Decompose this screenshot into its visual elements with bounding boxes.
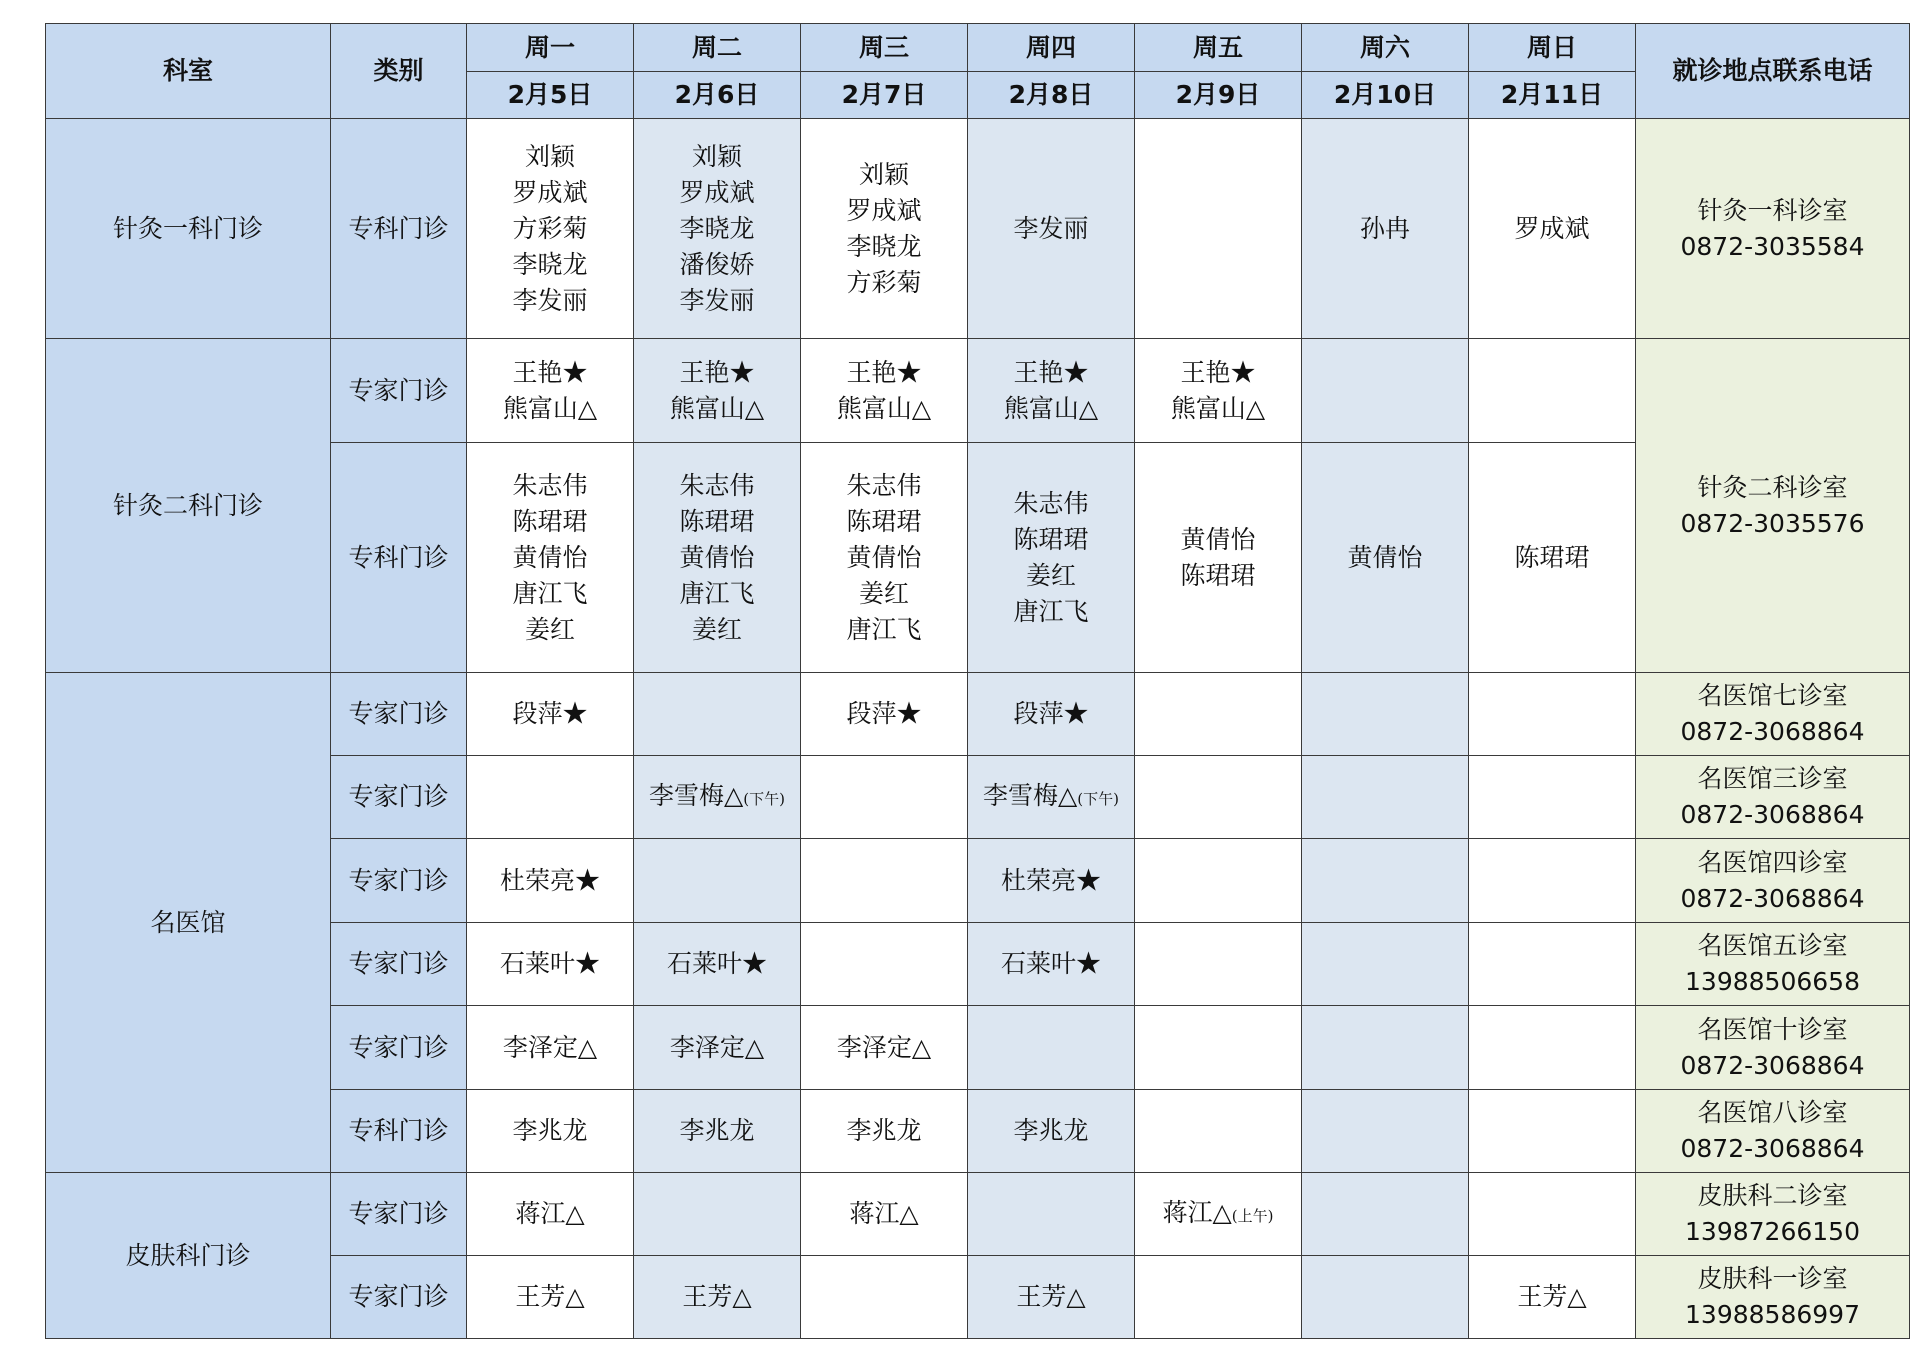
clinic-type-cell: 专家门诊 xyxy=(331,756,467,839)
doctor-cell xyxy=(467,1256,634,1339)
doctor-name: 李泽定△ xyxy=(502,1032,598,1062)
dept-cell: 针灸二科门诊 xyxy=(46,339,331,673)
doctor-name: 杜荣亮★ xyxy=(499,865,600,895)
doctor-name: 李兆龙 xyxy=(846,1116,922,1145)
doctor-cell xyxy=(1302,923,1469,1006)
location-cell xyxy=(1636,923,1910,1006)
phone-number: 0872-3068864 xyxy=(1680,800,1865,829)
doctor-cell xyxy=(634,339,801,443)
doctor-cell xyxy=(1135,443,1302,673)
doctor-cell xyxy=(801,756,968,839)
doctor-name: 王艳★ xyxy=(679,357,755,387)
doctor-name: 刘颖 xyxy=(524,141,575,171)
doctor-cell xyxy=(968,839,1135,923)
doctor-name: 王艳★ xyxy=(1180,357,1256,387)
doctor-cell xyxy=(467,339,634,443)
location-cell xyxy=(1636,839,1910,923)
header-date: 2月8日 xyxy=(968,72,1135,119)
location-cell xyxy=(1636,756,1910,839)
doctor-cell xyxy=(634,1006,801,1090)
room-name: 皮肤科一诊室 xyxy=(1697,1264,1848,1293)
doctor-cell xyxy=(801,1256,968,1339)
doctor-cell xyxy=(467,839,634,923)
doctor-cell xyxy=(1469,839,1636,923)
doctor-cell xyxy=(968,1090,1135,1173)
header-date: 2月6日 xyxy=(634,72,801,119)
doctor-name: 李发丽 xyxy=(1013,213,1089,243)
doctor-name: 石莱叶★ xyxy=(499,949,600,978)
header-weekday: 周一 xyxy=(467,24,634,72)
doctor-name: 李晓龙 xyxy=(679,213,755,243)
clinic-type-cell: 专家门诊 xyxy=(331,839,467,923)
location-cell xyxy=(1636,1090,1910,1173)
dept-cell: 皮肤科门诊 xyxy=(46,1173,331,1339)
doctor-cell xyxy=(968,119,1135,339)
doctor-name: 黄倩怡 xyxy=(679,542,755,572)
doctor-name: 李兆龙 xyxy=(512,1116,588,1145)
doctor-name: 李泽定△ xyxy=(669,1032,765,1062)
doctor-cell xyxy=(634,119,801,339)
doctor-name: 唐江飞 xyxy=(512,578,588,608)
doctor-cell xyxy=(1302,119,1469,339)
doctor-cell xyxy=(968,443,1135,673)
room-name: 针灸二科诊室 xyxy=(1697,472,1848,502)
doctor-name: 王芳△ xyxy=(1517,1282,1587,1311)
doctor-name: 孙冉 xyxy=(1359,213,1410,243)
doctor-name: 刘颖 xyxy=(858,159,909,189)
doctor-cell xyxy=(1135,1173,1302,1256)
doctor-cell xyxy=(801,839,968,923)
doctor-cell xyxy=(1302,673,1469,756)
doctor-name: 姜红 xyxy=(691,614,742,644)
phone-number: 0872-3068864 xyxy=(1680,1050,1865,1080)
doctor-name: 王芳△ xyxy=(1016,1282,1086,1311)
doctor-cell xyxy=(467,119,634,339)
doctor-cell xyxy=(1469,923,1636,1006)
doctor-name: 王艳★ xyxy=(1013,357,1089,387)
doctor-cell xyxy=(1135,1090,1302,1173)
doctor-cell xyxy=(634,1256,801,1339)
header-date: 2月9日 xyxy=(1135,72,1302,119)
clinic-type-cell: 专家门诊 xyxy=(331,1256,467,1339)
doctor-cell xyxy=(801,1090,968,1173)
doctor-name: 李泽定△ xyxy=(836,1032,932,1062)
doctor-cell xyxy=(801,1173,968,1256)
doctor-cell xyxy=(1135,756,1302,839)
room-name: 皮肤科二诊室 xyxy=(1697,1181,1848,1210)
doctor-name: 方彩菊 xyxy=(512,213,588,243)
doctor-name: 熊富山△ xyxy=(502,393,598,423)
doctor-cell xyxy=(634,673,801,756)
doctor-name: 黄倩怡 xyxy=(1347,542,1423,572)
doctor-name: 杜荣亮★ xyxy=(1000,865,1101,895)
clinic-type-cell: 专科门诊 xyxy=(331,1090,467,1173)
header-row-weekdays xyxy=(46,24,1910,72)
doctor-name: 方彩菊 xyxy=(846,267,922,297)
doctor-cell xyxy=(801,119,968,339)
location-cell xyxy=(1636,1006,1910,1090)
session-note: (上午) xyxy=(1231,1206,1274,1225)
doctor-cell xyxy=(1469,1006,1636,1090)
doctor-name: 唐江飞 xyxy=(679,578,755,608)
doctor-name: 朱志伟 xyxy=(846,470,922,500)
doctor-cell xyxy=(467,756,634,839)
header-weekday: 周三 xyxy=(801,24,968,72)
doctor-name: 陈珺珺 xyxy=(512,506,588,536)
doctor-name: 李晓龙 xyxy=(512,249,588,279)
doctor-cell xyxy=(1302,339,1469,443)
clinic-type-cell: 专科门诊 xyxy=(331,119,467,339)
header-date: 2月11日 xyxy=(1469,72,1636,119)
table-row xyxy=(46,119,1910,339)
doctor-name: 石莱叶★ xyxy=(1000,949,1101,978)
dept-cell: 名医馆 xyxy=(46,673,331,1173)
clinic-type-cell: 专家门诊 xyxy=(331,673,467,756)
room-name: 针灸一科诊室 xyxy=(1697,195,1848,225)
doctor-name: 刘颖 xyxy=(691,141,742,171)
doctor-cell xyxy=(1135,839,1302,923)
doctor-cell xyxy=(467,923,634,1006)
doctor-name: 朱志伟 xyxy=(512,470,588,500)
doctor-name: 蒋江△ xyxy=(849,1199,919,1228)
location-cell xyxy=(1636,119,1910,339)
doctor-cell xyxy=(1135,673,1302,756)
doctor-cell xyxy=(1302,756,1469,839)
location-cell xyxy=(1636,1173,1910,1256)
header-weekday: 周五 xyxy=(1135,24,1302,72)
doctor-name: 唐江飞 xyxy=(846,614,922,644)
doctor-cell xyxy=(1135,1256,1302,1339)
doctor-name: 李兆龙 xyxy=(679,1116,755,1145)
doctor-name: 姜红 xyxy=(858,578,909,608)
doctor-cell xyxy=(467,673,634,756)
room-name: 名医馆四诊室 xyxy=(1697,847,1848,877)
doctor-cell xyxy=(1469,339,1636,443)
doctor-name: 朱志伟 xyxy=(679,470,755,500)
table-row xyxy=(46,1173,1910,1256)
doctor-cell xyxy=(968,1256,1135,1339)
doctor-name: 罗成斌 xyxy=(512,177,588,207)
session-note: (下午) xyxy=(743,789,785,808)
doctor-name: 段萍★ xyxy=(1013,699,1089,728)
clinic-type-cell: 专家门诊 xyxy=(331,1006,467,1090)
doctor-cell xyxy=(634,1173,801,1256)
header-type: 类别 xyxy=(331,24,467,119)
doctor-name: 李晓龙 xyxy=(846,231,922,261)
doctor-cell xyxy=(1469,119,1636,339)
doctor-name: 王艳★ xyxy=(512,357,588,387)
location-cell xyxy=(1636,1256,1910,1339)
doctor-cell xyxy=(634,1090,801,1173)
doctor-name: 姜红 xyxy=(1025,560,1076,590)
doctor-name: 蒋江△ xyxy=(1162,1197,1232,1227)
doctor-name: 陈珺珺 xyxy=(846,506,922,536)
phone-number: 0872-3068864 xyxy=(1680,1134,1865,1163)
doctor-name: 熊富山△ xyxy=(1170,393,1266,423)
doctor-name: 黄倩怡 xyxy=(846,542,922,572)
header-weekday: 周二 xyxy=(634,24,801,72)
doctor-name: 段萍★ xyxy=(512,699,588,728)
session-note: (下午) xyxy=(1077,789,1119,808)
doctor-cell xyxy=(801,339,968,443)
doctor-cell xyxy=(1469,1173,1636,1256)
doctor-cell xyxy=(1302,1173,1469,1256)
doctor-name: 姜红 xyxy=(524,614,575,644)
doctor-cell xyxy=(1469,1090,1636,1173)
doctor-cell xyxy=(801,673,968,756)
header-location: 就诊地点联系电话 xyxy=(1636,24,1910,119)
doctor-name: 李雪梅△ xyxy=(649,780,744,810)
header-weekday: 周日 xyxy=(1469,24,1636,72)
header-dept: 科室 xyxy=(46,24,331,119)
doctor-name: 熊富山△ xyxy=(1003,393,1099,423)
clinic-schedule-table xyxy=(45,23,1910,1339)
doctor-name: 李兆龙 xyxy=(1013,1116,1089,1145)
doctor-cell xyxy=(634,756,801,839)
doctor-cell xyxy=(968,1006,1135,1090)
doctor-cell xyxy=(968,923,1135,1006)
doctor-cell xyxy=(1302,443,1469,673)
doctor-cell xyxy=(1302,1090,1469,1173)
doctor-cell xyxy=(1469,443,1636,673)
doctor-name: 王芳△ xyxy=(515,1282,585,1311)
doctor-cell xyxy=(467,1090,634,1173)
doctor-name: 朱志伟 xyxy=(1013,488,1089,518)
doctor-cell xyxy=(968,1173,1135,1256)
doctor-cell xyxy=(968,673,1135,756)
doctor-cell xyxy=(1135,923,1302,1006)
doctor-cell xyxy=(1135,119,1302,339)
location-cell xyxy=(1636,673,1910,756)
doctor-name: 唐江飞 xyxy=(1013,596,1089,626)
doctor-name: 潘俊娇 xyxy=(679,249,755,279)
table-row xyxy=(46,673,1910,756)
header-weekday: 周六 xyxy=(1302,24,1469,72)
clinic-type-cell: 专家门诊 xyxy=(331,923,467,1006)
header-date: 2月10日 xyxy=(1302,72,1469,119)
dept-cell: 针灸一科门诊 xyxy=(46,119,331,339)
doctor-cell xyxy=(634,839,801,923)
doctor-name: 黄倩怡 xyxy=(512,542,588,572)
room-name: 名医馆八诊室 xyxy=(1697,1098,1848,1127)
doctor-name: 李发丽 xyxy=(679,285,755,315)
doctor-cell xyxy=(467,1006,634,1090)
doctor-cell xyxy=(968,339,1135,443)
doctor-name: 王芳△ xyxy=(682,1282,752,1311)
doctor-name: 蒋江△ xyxy=(515,1199,585,1228)
doctor-cell xyxy=(467,443,634,673)
doctor-cell xyxy=(1469,673,1636,756)
doctor-name: 李发丽 xyxy=(512,285,588,315)
doctor-cell xyxy=(801,1006,968,1090)
header-weekday: 周四 xyxy=(968,24,1135,72)
doctor-cell xyxy=(1302,1256,1469,1339)
doctor-cell xyxy=(968,756,1135,839)
phone-number: 13987266150 xyxy=(1685,1217,1860,1246)
doctor-cell xyxy=(801,923,968,1006)
phone-number: 0872-3068864 xyxy=(1680,883,1865,913)
phone-number: 0872-3035584 xyxy=(1680,231,1865,261)
room-name: 名医馆七诊室 xyxy=(1697,681,1848,710)
doctor-name: 王艳★ xyxy=(846,357,922,387)
doctor-name: 陈珺珺 xyxy=(679,506,755,536)
room-name: 名医馆十诊室 xyxy=(1697,1014,1848,1044)
doctor-name: 陈珺珺 xyxy=(1180,560,1256,590)
doctor-cell xyxy=(1135,1006,1302,1090)
doctor-name: 陈珺珺 xyxy=(1013,524,1089,554)
clinic-type-cell: 专家门诊 xyxy=(331,339,467,443)
phone-number: 13988586997 xyxy=(1685,1300,1860,1329)
doctor-name: 黄倩怡 xyxy=(1180,524,1256,554)
doctor-name: 石莱叶★ xyxy=(666,949,767,978)
phone-number: 0872-3035576 xyxy=(1680,508,1865,538)
room-name: 名医馆五诊室 xyxy=(1697,931,1848,960)
room-name: 名医馆三诊室 xyxy=(1697,764,1848,793)
schedule-body xyxy=(46,119,1910,1339)
doctor-name: 李雪梅△ xyxy=(983,780,1078,810)
doctor-name: 熊富山△ xyxy=(836,393,932,423)
clinic-type-cell: 专科门诊 xyxy=(331,443,467,673)
doctor-cell xyxy=(634,443,801,673)
doctor-cell xyxy=(1302,839,1469,923)
doctor-cell xyxy=(634,923,801,1006)
phone-number: 0872-3068864 xyxy=(1680,717,1865,746)
doctor-name: 陈珺珺 xyxy=(1514,542,1590,572)
phone-number: 13988506658 xyxy=(1685,967,1860,996)
doctor-cell xyxy=(467,1173,634,1256)
header-date: 2月5日 xyxy=(467,72,634,119)
table-row xyxy=(46,339,1910,443)
doctor-name: 罗成斌 xyxy=(846,195,922,225)
doctor-cell xyxy=(801,443,968,673)
clinic-type-cell: 专家门诊 xyxy=(331,1173,467,1256)
doctor-cell xyxy=(1469,1256,1636,1339)
doctor-cell xyxy=(1135,339,1302,443)
doctor-cell xyxy=(1302,1006,1469,1090)
doctor-cell xyxy=(1469,756,1636,839)
doctor-name: 罗成斌 xyxy=(1514,213,1590,243)
doctor-name: 熊富山△ xyxy=(669,393,765,423)
header-date: 2月7日 xyxy=(801,72,968,119)
doctor-name: 段萍★ xyxy=(846,699,922,728)
doctor-name: 罗成斌 xyxy=(679,177,755,207)
location-cell xyxy=(1636,339,1910,673)
